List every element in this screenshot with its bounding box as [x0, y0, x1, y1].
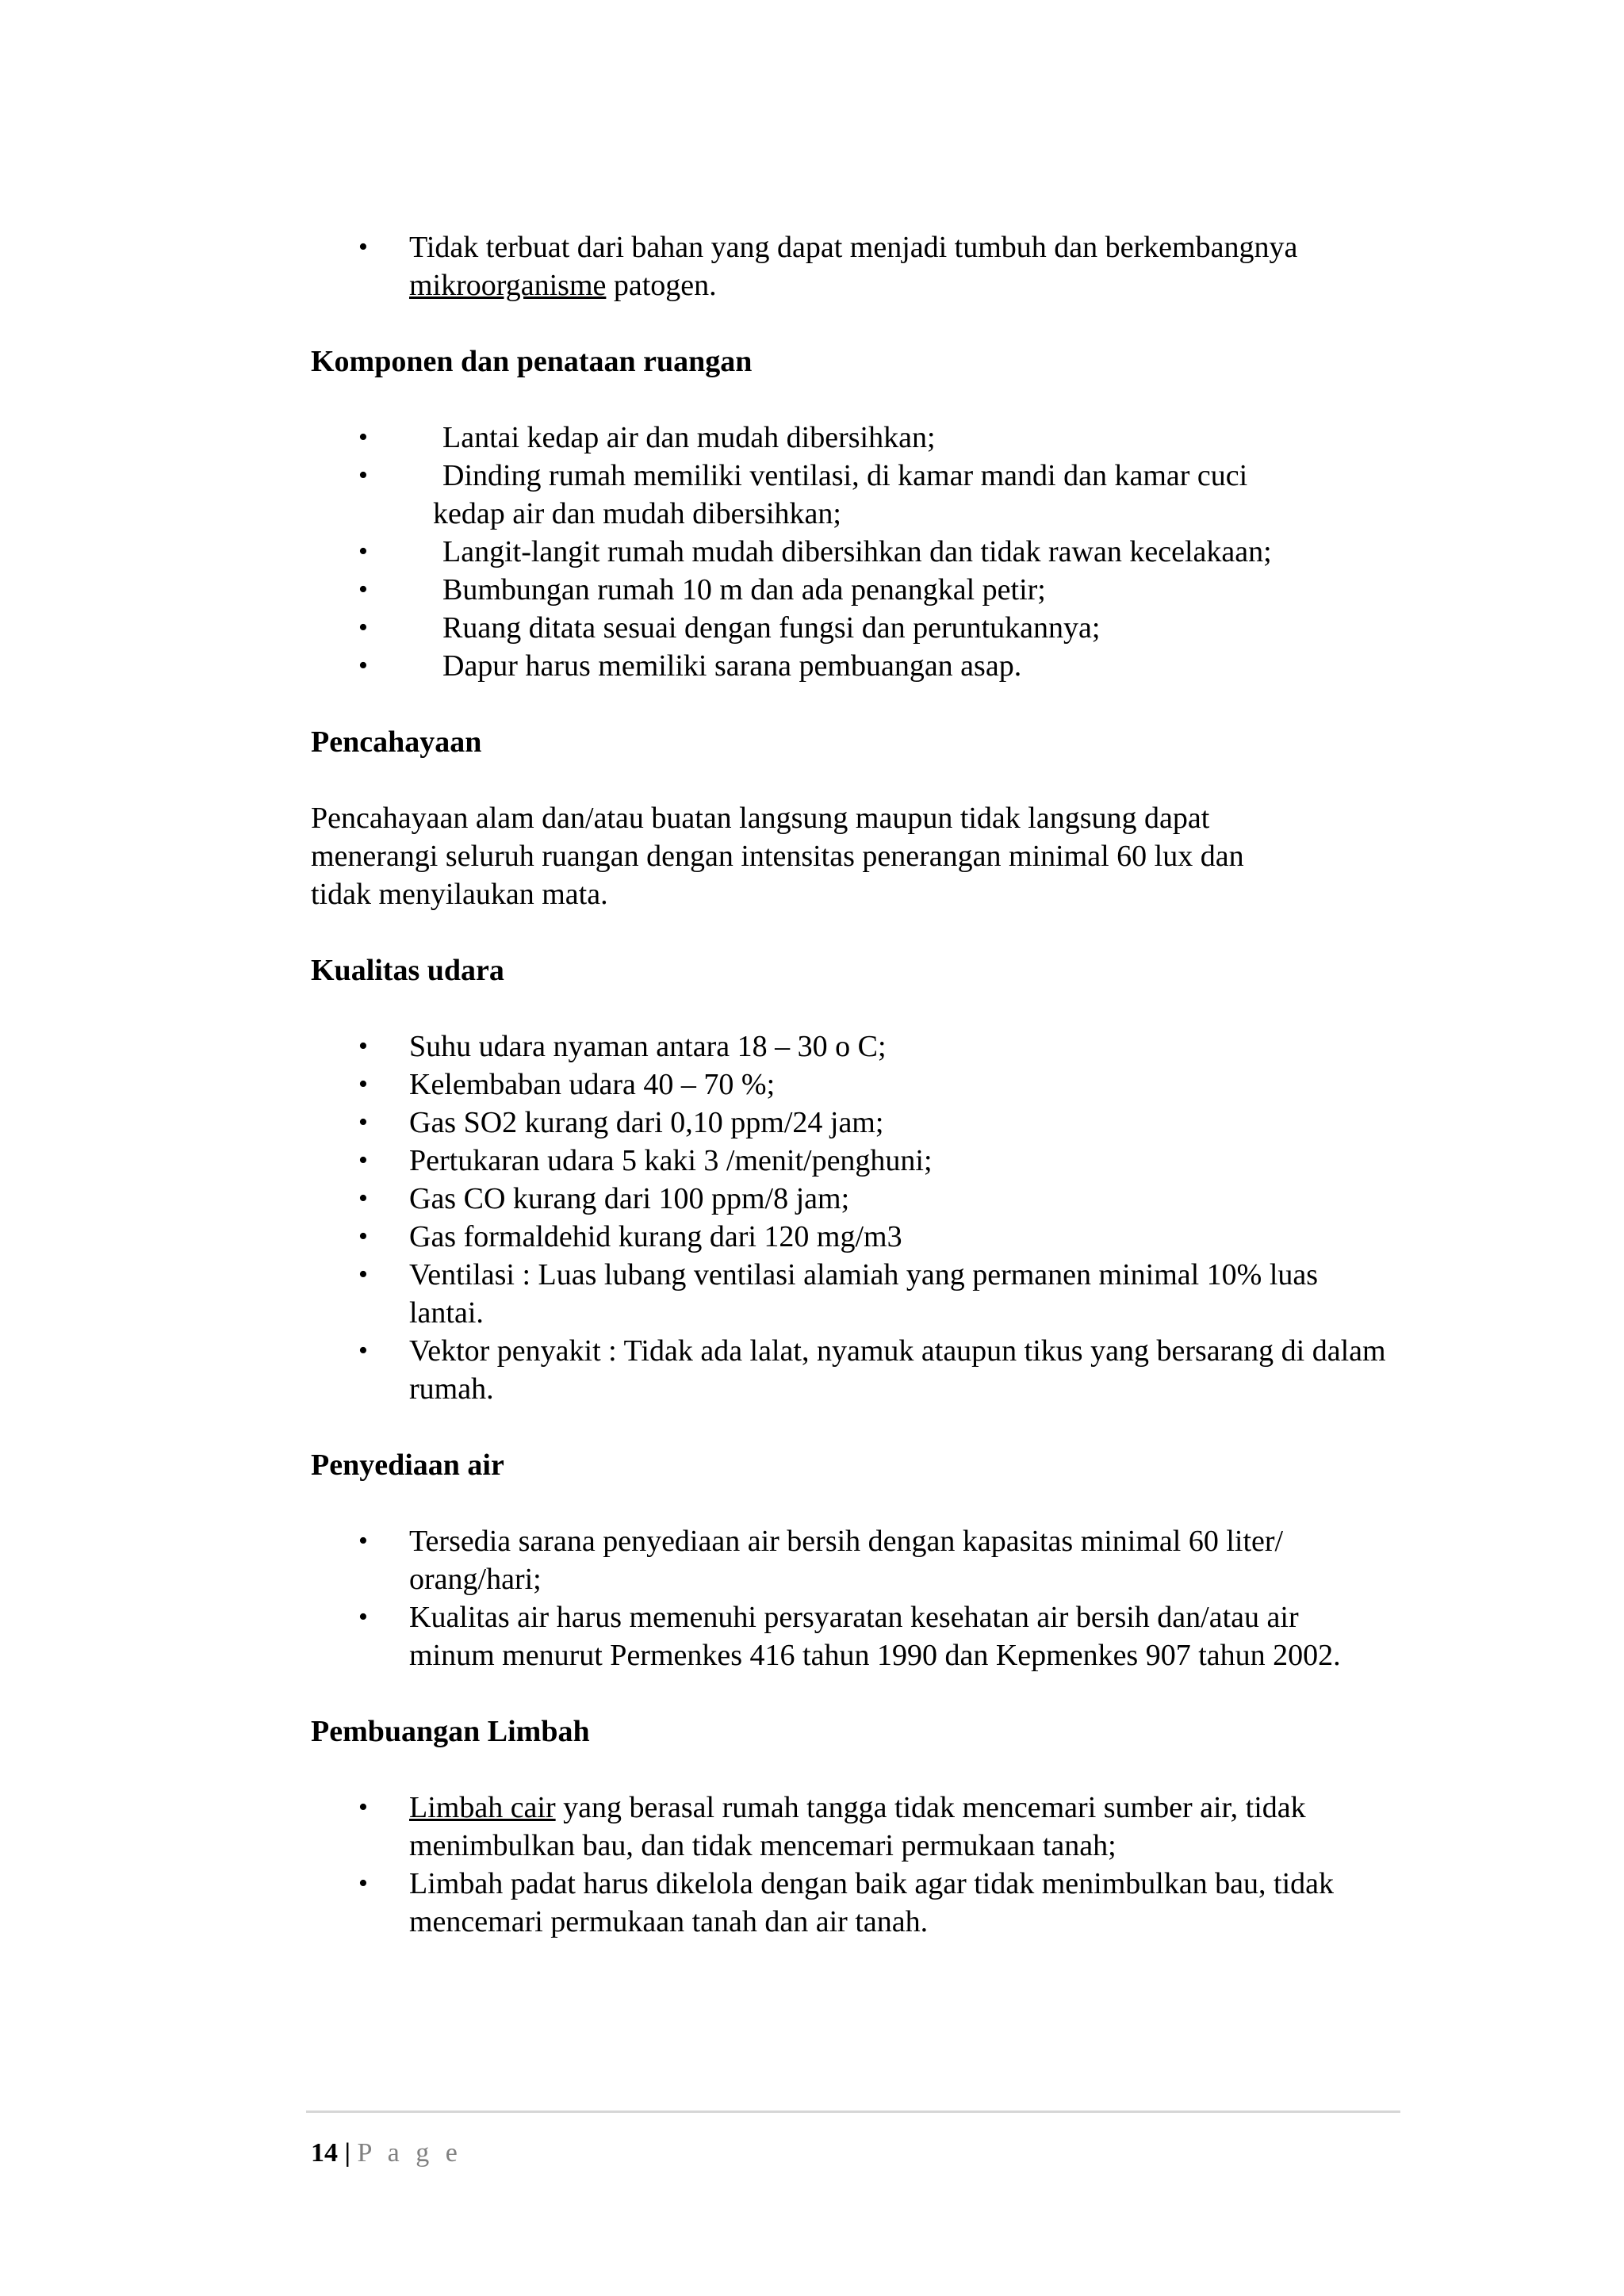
heading-kualitas-udara: Kualitas udara [311, 954, 504, 987]
heading-pencahayaan: Pencahayaan [311, 725, 482, 759]
mikroorganisme-link[interactable]: mikroorganisme [409, 269, 607, 302]
kualitas-list [311, 1027, 1389, 1408]
list-item: • Bumbungan rumah 10 m dan ada penangkal petir; [311, 571, 1405, 609]
komponen-list [311, 419, 1405, 685]
list-item: • Kualitas air harus memenuhi persyaratan kesehatan air bersih dan/atau air minum menurut Permenkes 416 tahun 1990 dan Kepmenkes 907 tahun 2002. [311, 1598, 1389, 1674]
page-footer [311, 2137, 462, 2169]
intro-list [311, 228, 1373, 304]
list-item: • Ruang ditata sesuai dengan fungsi dan peruntukannya; [311, 609, 1405, 647]
list-item: • Vektor penyakit : Tidak ada lalat, nyamuk ataupun tikus yang bersarang di dalam rumah. [311, 1332, 1389, 1408]
list-item: • Ventilasi : Luas lubang ventilasi alamiah yang permanen minimal 10% luas lantai. [311, 1256, 1389, 1332]
list-item: • Dapur harus memiliki sarana pembuangan asap. [311, 647, 1405, 685]
list-item: • Limbah padat harus dikelola dengan baik agar tidak menimbulkan bau, tidak mencemari permukaan tanah dan air tanah. [311, 1865, 1389, 1941]
footer-separator: | [344, 2138, 350, 2168]
list-item: • Suhu udara nyaman antara 18 – 30 o C; [311, 1027, 1389, 1066]
page-number: 14 [311, 2138, 338, 2168]
list-item: • Lantai kedap air dan mudah dibersihkan; [311, 419, 1405, 457]
heading-pembuangan-limbah: Pembuangan Limbah [311, 1715, 590, 1748]
list-item: • Kelembaban udara 40 – 70 %; [311, 1066, 1389, 1104]
list-item: • Gas CO kurang dari 100 ppm/8 jam; [311, 1180, 1389, 1218]
list-item: • Gas formaldehid kurang dari 120 mg/m3 [311, 1218, 1389, 1256]
limbah-list [311, 1789, 1389, 1941]
page-content [311, 228, 1405, 1941]
pencahayaan-paragraph: Pencahayaan alam dan/atau buatan langsung maupun tidak langsung dapat menerangi seluruh ruangan dengan intensitas penerangan minimal 60 lux dan tidak menyilaukan mata. [311, 802, 1244, 911]
heading-penyediaan-air: Penyediaan air [311, 1448, 504, 1482]
penyediaan-list [311, 1522, 1389, 1674]
list-item: • Limbah cair yang berasal rumah tangga tidak mencemari sumber air, tidak menimbulkan bau, dan tidak mencemari permukaan tanah; [311, 1789, 1389, 1865]
list-item: • Gas SO2 kurang dari 0,10 ppm/24 jam; [311, 1104, 1389, 1142]
intro-item-line1: Tidak terbuat dari bahan yang dapat menjadi tumbuh dan berkembangnya [409, 231, 1298, 264]
heading-komponen: Komponen dan penataan ruangan [311, 345, 753, 378]
limbah-cair-link[interactable]: Limbah cair [409, 1791, 556, 1824]
list-item: • Langit-langit rumah mudah dibersihkan dan tidak rawan kecelakaan; [311, 533, 1405, 571]
footer-divider [306, 2110, 1400, 2113]
list-item: • Tersedia sarana penyediaan air bersih dengan kapasitas minimal 60 liter/ orang/hari; [311, 1522, 1389, 1598]
intro-item-rest: patogen. [606, 269, 717, 302]
list-item: • Dinding rumah memiliki ventilasi, di kamar mandi dan kamar cuci kedap air dan mudah dibersihkan; [311, 457, 1405, 533]
page-label: P a g e [357, 2138, 462, 2168]
list-item [311, 228, 1373, 304]
list-item: • Pertukaran udara 5 kaki 3 /menit/penghuni; [311, 1142, 1389, 1180]
